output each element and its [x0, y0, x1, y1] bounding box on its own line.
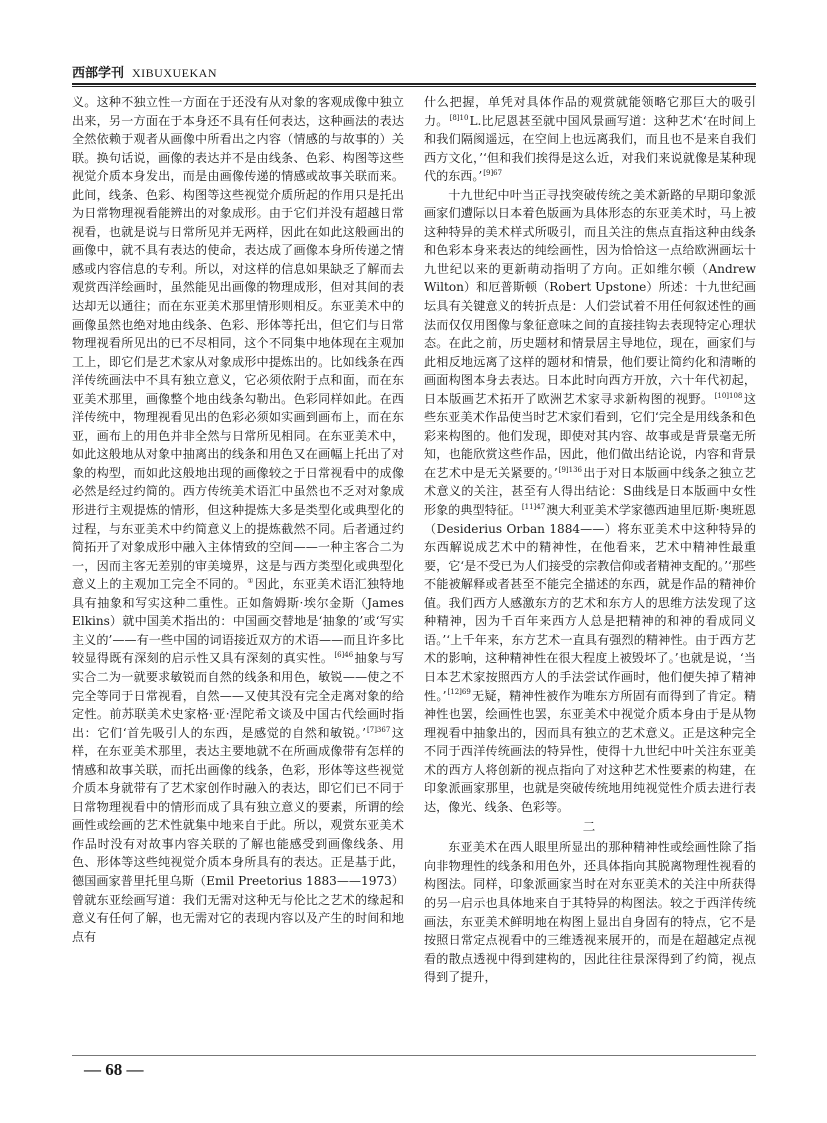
- body-paragraph: 东亚美术在西人眼里所显出的那种精神性或绘画性除了指向非物理性的线条和用色外，还具体指向其脱离物理性视看的构图法。同样，印象派画家当时在对东亚美术的关注中所获得的另一启示也具体地来自于其特异的构图法。较之于西洋传统画法，东亚美术鲜明地在构图上显出自身固有的特点，它不是按照日常定点视看中的三维透视来展开的，而是在超越定点视看的散点透视中得到建构的，因此往往景深得到了约简，视点得到了提升，: [424, 840, 756, 985]
- header-rule: [72, 83, 756, 85]
- body-paragraph: 义。这种不独立性一方面在于还没有从对象的客观成像中独立出来，另一方面在于本身还不具有任何表达，这种画法的表达全然依赖于观者从画像中所看出之内容（情感的与故事的）关联。换句话说，画像的表达并不是由线条、色彩、构图等这些视觉介质本身发出，而是由画像传递的情感或故事关联而来。此间，线条、色彩、构图等这些视觉介质所起的作用只是托出为日常物理视看能辨出的对象成形。由于它们并没有超越日常视看，也就是说与日常所见并无两样，因此在如此这般画出的画像中，就不具有表达的使命，表达成了画像本身所传递之情感或内容信息的专利。所以，对这样的信息如果缺乏了解而去观赏西洋绘画时，虽然能见出画像的物理成形，但对其间的表达却无以通往；而在东亚美术那里情形则相反。东亚美术中的画像虽然也绝对地由线条、色彩、形体等托出，但它们与日常物理视看所见出的已不尽相同，这个不同集中地体现在主观加工上，即它们是艺术家从对象成形中提炼出的。比如线条在西洋传统画法中不具有独立意义，它必须依附于点和面，而在东亚美术那里，画像整个地由线条勾勒出。色彩同样如此。在西洋传统中，物理视看见出的色彩必须如实画到画布上，而在东亚，画布上的用色并非全然与日常所见相同。在东亚美术中，如此这般地从对象中抽离出的线条和用色又在画幅上托出了对象的构型，而如此这般地出现的画像较之于日常视看中的成像必然是经过约简的。西方传统美术语汇中虽然也不乏对对象成形进行主观提炼的情形，但这种提炼大多是类型化或典型化的过程，与东亚美术中约简意义上的提炼截然不同。后者通过约简拓开了对象成形中融入主体情致的空间——一种主客合二为一，因而主客无差别的审美境界，这是与西方类型化或典型化意义上的主观加工完全不同的。①因此，东亚美术语汇独特地具有抽象和写实这种二重性。正如詹姆斯·埃尔金斯（James Elkins）就中国美术指出的：中国画交替地是‘抽象的’或‘写实主义的’——有一些中国的词语接近双方的术语——而且许多比较显得既有深刻的启示性又具有深刻的真实性。$^{[6]46}$抽象与写实合二为一就要求敏锐而自然的线条和用色，敏锐——使之不完全等同于日常视看，自然——又使其没有完全走离对象的给定性。前苏联美术史家格·亚·涅陀希文谈及中国古代绘画时指出：它们‘首先吸引人的东西，是感觉的自然和敏锐。’$^{[7]367}$这样，在东亚美术那里，表达主要地就不在所画成像带有怎样的情感和故事关联，而托出画像的线条，色彩，形体等这些视觉介质本身就带有了艺术家创作时融入的表达，即它们已不同于日常物理视看中的情形而成了具有独立意义的要素，所谓的绘画性或绘画的艺术性就集中地来自于此。所以，观赏东亚美术作品时没有对故事内容关联的了解也能感受到画像线条、用色、形体等这些纯视觉介质本身所具有的表达。正是基于此，德国画家普里托里乌斯（Emil Preetorius 1883——1973）曾就东亚绘画写道：我们无需对这种无与伦比之艺术的缘起和意义有任何了解，也无需对它的表现内容以及产生的时间和地点有: [72, 95, 404, 944]
- journal-title-pinyin: XIBUXUEKAN: [132, 66, 218, 80]
- footer-rule: [72, 1055, 756, 1056]
- citation-ref: [9]136: [558, 465, 582, 474]
- body-paragraph: 十九世纪中叶当正寻找突破传统之美术新路的早期印象派画家们遭际以日本着色版画为具体形态的东亚美术时，马上被这种特异的美术样式所吸引，而且关注的焦点直指这种由线条和色彩本身来表达的纯绘画性，因为恰恰这一点给欧洲画坛十九世纪以来的更新萌动指明了方向。正如维尔顿（Andrew Wilton）和厄普斯顿（Robert Upstone）所述：十九世纪画坛具有关键意义的转折点是：人们尝试着不用任何叙述性的画法而仅仅用图像与象征意味之间的直接挂钩去表现特定心理状态。在此之前，历史题材和情景居主导地位，现在，画家们与此相反地远离了这样的题材和情景，他们要让简约化和清晰的画面构图本身去表达。日本此时向西方开放，六十年代初起，日本版画艺术拓开了欧洲艺术家寻求新构图的视野。$^{[10]108}$这些东亚美术作品使当时艺术家们看到，它们‘完全是用线条和色彩来构图的。他们发现，即使对其内容、故事或是背景毫无所知，也能欣赏这些作品，因此，他们做出结论说，内容和背景在艺术中是无关紧要的。’$^{[9]136}$出于对日本版画中线条之独立艺术意义的关注，甚至有人得出结论：S曲线是日本版画中女性形象的典型特征。$^{[11]47}$澳大利亚美术学家德西迪里厄斯·奥班恩（Desiderius Orban 1884——）将东亚美术中这种特异的东西解说成艺术中的精神性，在他看来，艺术中精神性最重要，它‘是不受已为人们接受的宗教信仰或者精神支配的。’‘那些不能被解释或者甚至不能完全描述的东西，就是作品的精神价值。我们西方人感激东方的艺术和东方人的思维方法发现了这种精神，因为千百年来西方人总是把精神的和神的看成同义语。’‘上千年来，东方艺术一直具有强烈的精神性。由于西方艺术的影响，这种精神性在很大程度上被毁坏了。’也就是说，‘当日本艺术家按照西方人的手法尝试作画时，他们便失掉了精神性。’$^{[12]69}$无疑，精神性被作为唯东方所固有而得到了肯定。精神性也罢，绘画性也罢，东亚美术中视觉介质本身由于是从物理视看中抽象出的，因而具有独立的艺术意义。正是这种完全不同于西洋传统画法的特异性，使得十九世纪中叶关注东亚美术的西方人将创新的视点指向了对这种艺术性要素的构建，在印象派画家那里，也就是突破传统地用纯视觉性介质去进行表达，像光、线条、色彩等。: [424, 187, 757, 814]
- page-number: — 68 —: [84, 1060, 144, 1079]
- citation-ref: [11]47: [521, 503, 546, 511]
- left-column: [72, 93, 404, 946]
- citation-ref: [10]108: [714, 391, 743, 400]
- header-rule-thin: [72, 86, 756, 87]
- footnote-marker: ①: [247, 577, 254, 586]
- body-paragraph: 什么把握，单凭对具体作品的观赏就能领略它那巨大的吸引力。$^{[8]10}$L.比尼恩甚至就中国风景画写道：这种艺术‘在时间上和我们隔阂遥远，在空间上也远离我们，而且也不是来自我们西方文化，’‘但和我们挨得是这么近，对我们来说就像是某种现代的东西。’$^{[9]67}$: [424, 95, 756, 184]
- section-heading: 二: [582, 819, 598, 835]
- citation-ref: [9]67: [483, 169, 503, 178]
- running-header: [72, 62, 756, 84]
- right-column: [424, 93, 756, 987]
- citation-ref: [12]69: [447, 688, 471, 697]
- journal-title: 西部学刊: [72, 66, 125, 81]
- citation-ref: [8]10: [449, 113, 469, 122]
- citation-ref: [6]46: [334, 651, 354, 660]
- citation-ref: [7]367: [367, 725, 391, 734]
